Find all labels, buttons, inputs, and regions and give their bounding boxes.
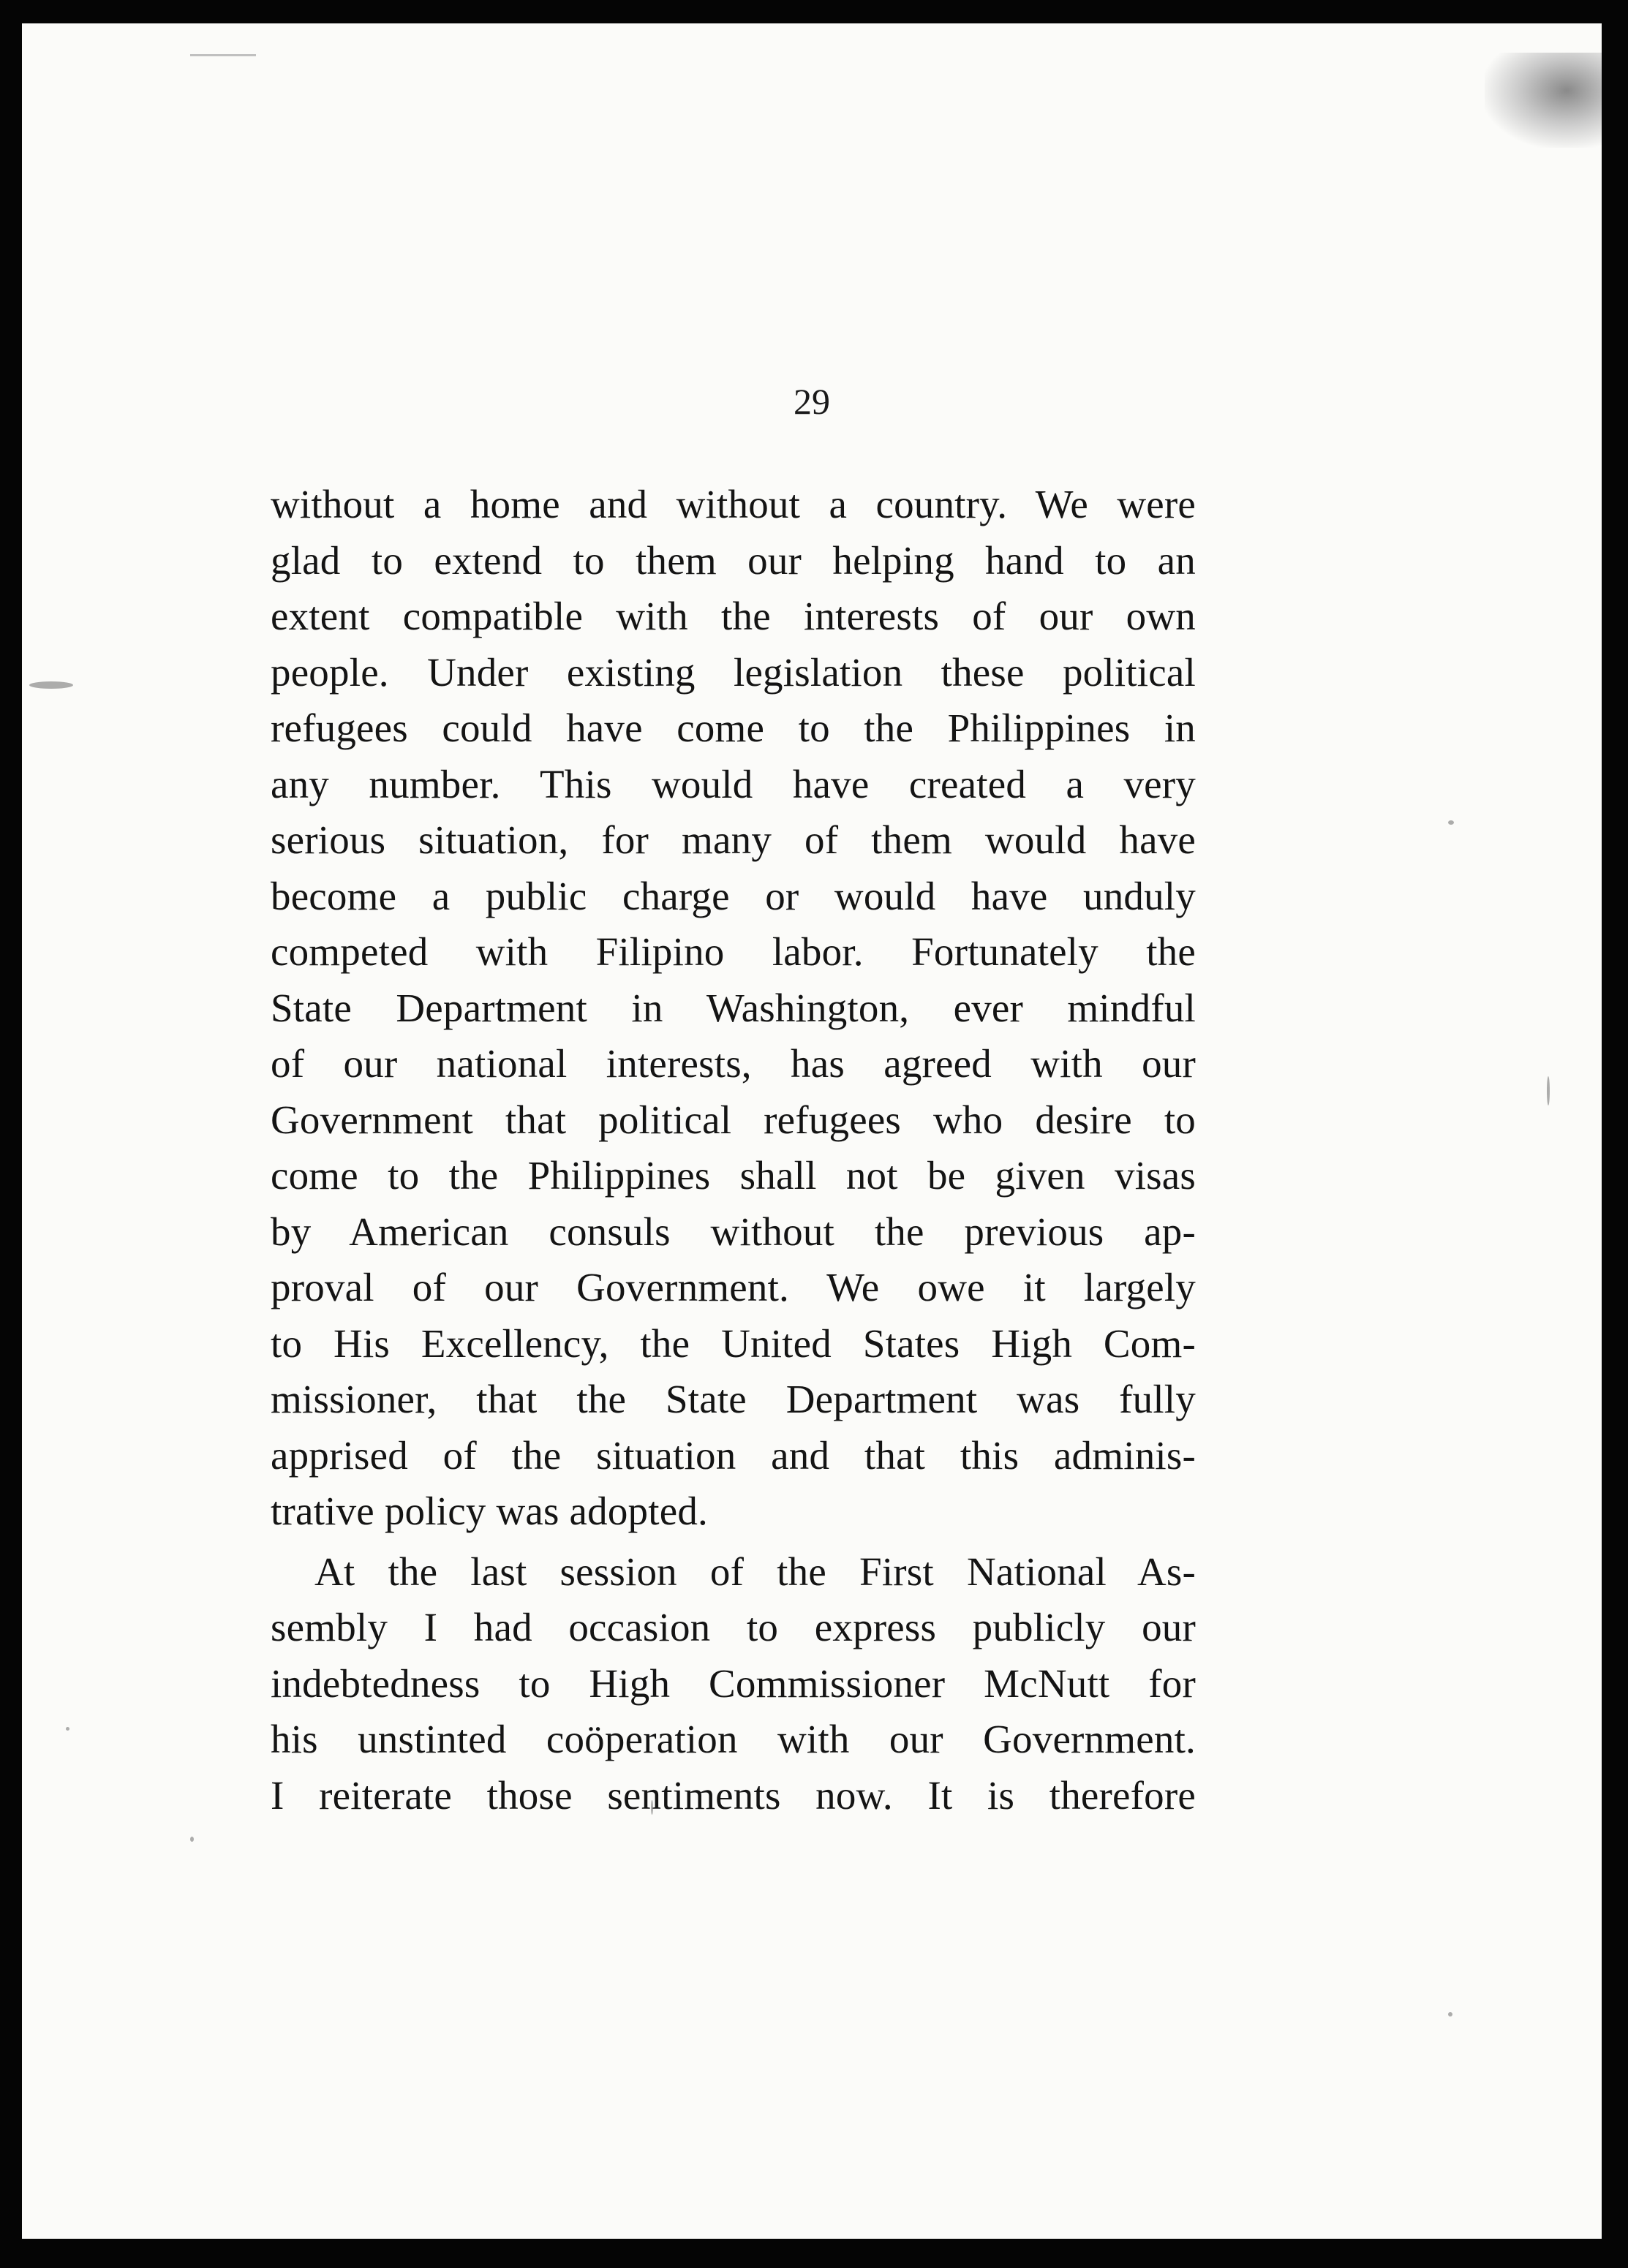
text-line: missioner, that the State Department was fully	[271, 1377, 1196, 1421]
text-line: refugees could have come to the Philippines in	[271, 706, 1196, 750]
scan-artifact-smudge	[1485, 53, 1602, 148]
text-line: State Department in Washington, ever mindful	[271, 985, 1196, 1030]
text-line: of our national interests, has agreed with our	[271, 1041, 1196, 1086]
body-text	[271, 477, 1196, 1823]
scan-artifact-speck	[66, 1727, 69, 1731]
text-line: Government that political refugees who desire to	[271, 1097, 1196, 1142]
text-line: any number. This would have created a very	[271, 761, 1196, 806]
page-number: 29	[794, 381, 830, 422]
text-line: glad to extend to them our helping hand to an	[271, 537, 1196, 583]
text-line: his unstinted coöperation with our Government.	[271, 1717, 1196, 1761]
text-line: come to the Philippines shall not be given visas	[271, 1153, 1196, 1198]
paragraph-2	[271, 1544, 1196, 1824]
text-line: to His Excellency, the United States High Com-	[271, 1320, 1196, 1366]
text-line: competed with Filipino labor. Fortunately the	[271, 929, 1196, 974]
text-line: proval of our Government. We owe it largely	[271, 1265, 1196, 1309]
text-line: without a home and without a country. We were	[271, 482, 1196, 526]
text-line: indebtedness to High Commissioner McNutt for	[271, 1660, 1196, 1706]
text-line: I reiterate those sentiments now. It is therefore	[271, 1772, 1196, 1818]
scan-artifact-speck	[29, 681, 73, 689]
text-line: by American consuls without the previous ap-	[271, 1209, 1196, 1254]
scan-artifact-speck	[190, 1837, 194, 1842]
paragraph-1	[271, 477, 1196, 1540]
text-line: become a public charge or would have unduly	[271, 873, 1196, 918]
text-line: At the last session of the First National As-	[314, 1549, 1196, 1594]
scan-artifact-speck	[1448, 820, 1454, 825]
scan-artifact-speck	[1448, 2012, 1452, 2016]
text-line: people. Under existing legislation these political	[271, 649, 1196, 695]
document-page	[22, 23, 1602, 2239]
text-line: serious situation, for many of them would have	[271, 817, 1196, 862]
text-line: trative policy was adopted.	[271, 1489, 708, 1533]
scan-artifact-rule	[190, 54, 256, 56]
text-line: apprised of the situation and that this adminis-	[271, 1432, 1196, 1478]
text-line: sembly I had occasion to express publicly our	[271, 1605, 1196, 1649]
text-line: extent compatible with the interests of our own	[271, 594, 1196, 638]
scan-artifact-speck	[1547, 1076, 1550, 1105]
